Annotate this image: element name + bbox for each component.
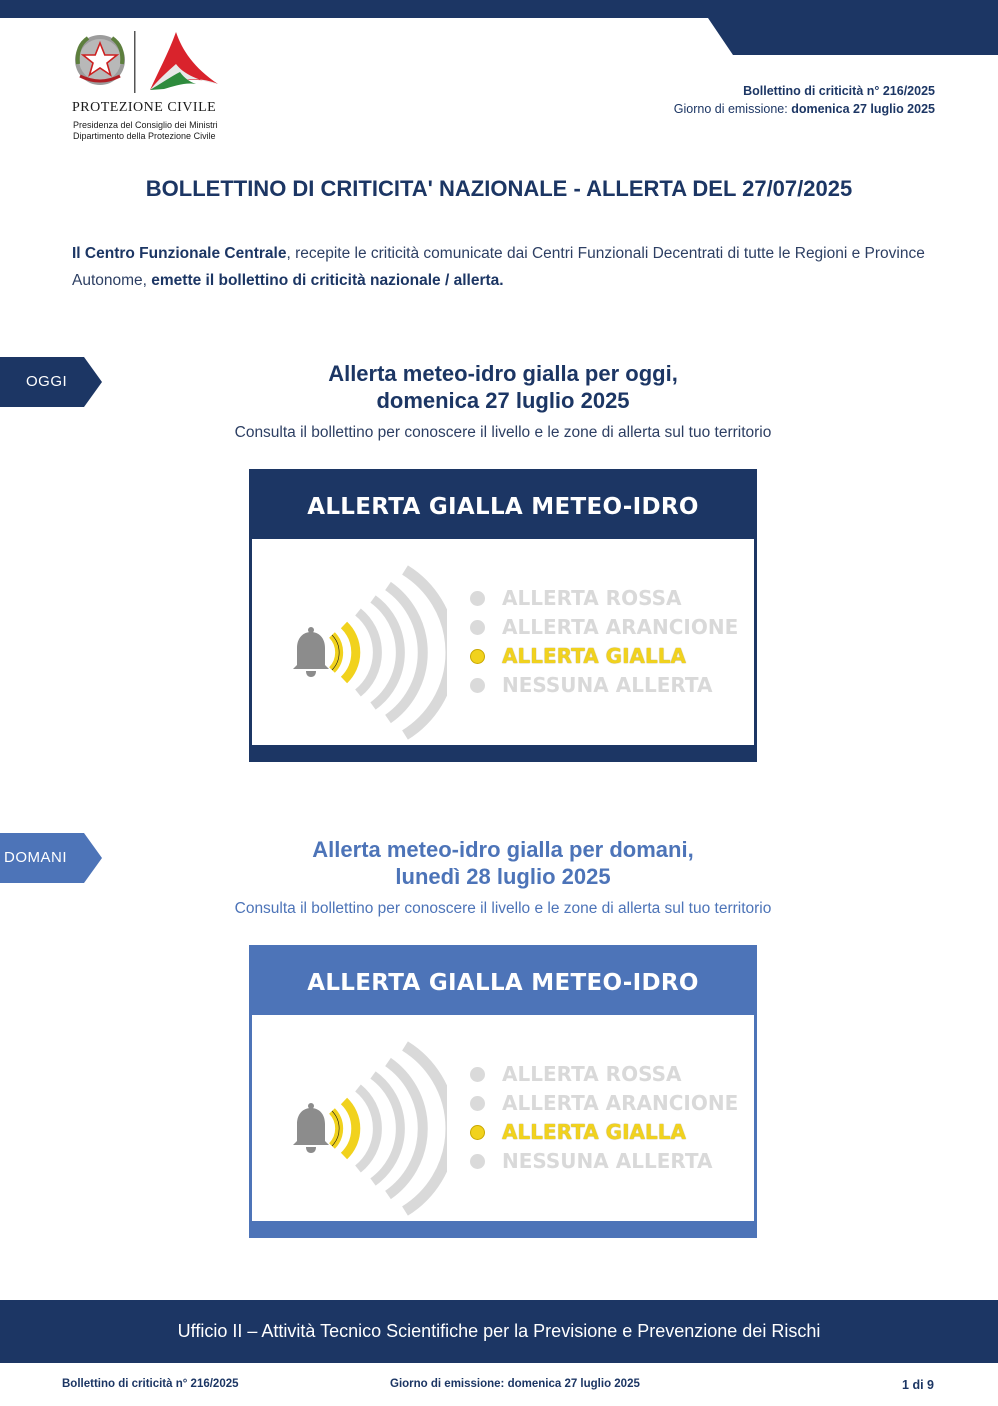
protezione-civile-logo (70, 28, 240, 148)
bell-icon (293, 627, 329, 677)
intro-paragraph (72, 240, 942, 294)
level-dot-icon (470, 591, 485, 606)
level-dot-icon (470, 1154, 485, 1169)
tag-oggi-label: OGGI (26, 373, 68, 390)
emission-label: Giorno di emissione: (673, 102, 788, 116)
footer-emission: Giorno di emissione: domenica 27 luglio 2025 (390, 1378, 640, 1390)
alert-card-title: ALLERTA GIALLA METEO-IDRO (307, 970, 699, 996)
footer-band (0, 1300, 998, 1363)
level-dot-icon (470, 649, 485, 664)
section-domani-title-line1: Allerta meteo-idro gialla per domani, (312, 837, 694, 862)
logo-title: PROTEZIONE CIVILE (72, 100, 217, 115)
level-dot-icon (470, 1125, 485, 1140)
alert-card-domani (249, 945, 757, 1238)
alert-card-oggi (249, 469, 757, 762)
footer-bulletin-number: Bollettino di criticità n° 216/2025 (62, 1378, 239, 1390)
section-oggi-title (0, 360, 998, 414)
level-dot-icon (470, 620, 485, 635)
bell-icon (293, 1103, 329, 1153)
emblem-icon (70, 28, 240, 100)
logo-subtitle-1: Presidenza del Consiglio dei Ministri (73, 120, 218, 130)
bulletin-number: Bollettino di criticità n° 216/2025 (743, 84, 935, 98)
alert-signal-icon (277, 1026, 447, 1216)
section-domani-title-line2: lunedì 28 luglio 2025 (395, 864, 611, 889)
alert-card-body: ALLERTA ROSSA ALLERTA ARANCIONE ALLERTA GIALLA NESSUNA ALLERTA (252, 1018, 754, 1221)
alert-card-body: ALLERTA ROSSA ALLERTA ARANCIONE ALLERTA GIALLA NESSUNA ALLERTA (252, 542, 754, 745)
section-oggi-subtitle: Consulta il bollettino per conoscere il livello e le zone di allerta sul tuo territorio (234, 424, 772, 441)
section-oggi-title-line2: domenica 27 luglio 2025 (376, 388, 630, 413)
intro-part-2: , recepite le criticità comunicate dai Centri Funzionali Decentrati di tutte le Regioni e Province Autonome, (72, 245, 925, 289)
section-oggi-title-line1: Allerta meteo-idro gialla per oggi, (328, 361, 678, 386)
level-dot-icon (470, 1096, 485, 1111)
page-title: BOLLETTINO DI CRITICITA' NAZIONALE - ALLERTA DEL 27/07/2025 (145, 176, 853, 201)
footer-office: Ufficio II – Attività Tecnico Scientifiche per la Previsione e Prevenzione dei Rischi (177, 1321, 821, 1341)
tag-domani-label: DOMANI (4, 849, 67, 866)
bulletin-header-info (674, 82, 935, 118)
level-dot-icon (470, 1067, 485, 1082)
emission-date: domenica 27 luglio 2025 (791, 102, 935, 116)
section-domani-title (0, 836, 998, 890)
intro-part-3: emette il bollettino di criticità nazionale / allerta. (151, 272, 504, 289)
alert-signal-icon (277, 550, 447, 740)
level-dot-icon (470, 678, 485, 693)
section-domani-subtitle: Consulta il bollettino per conoscere il livello e le zone di allerta sul tuo territorio (234, 900, 772, 917)
logo-subtitle-2: Dipartimento della Protezione Civile (73, 131, 216, 141)
intro-part-1: Il Centro Funzionale Centrale (72, 245, 287, 262)
page-number: 1 di 9 (902, 1378, 934, 1392)
alert-card-title: ALLERTA GIALLA METEO-IDRO (307, 494, 699, 520)
